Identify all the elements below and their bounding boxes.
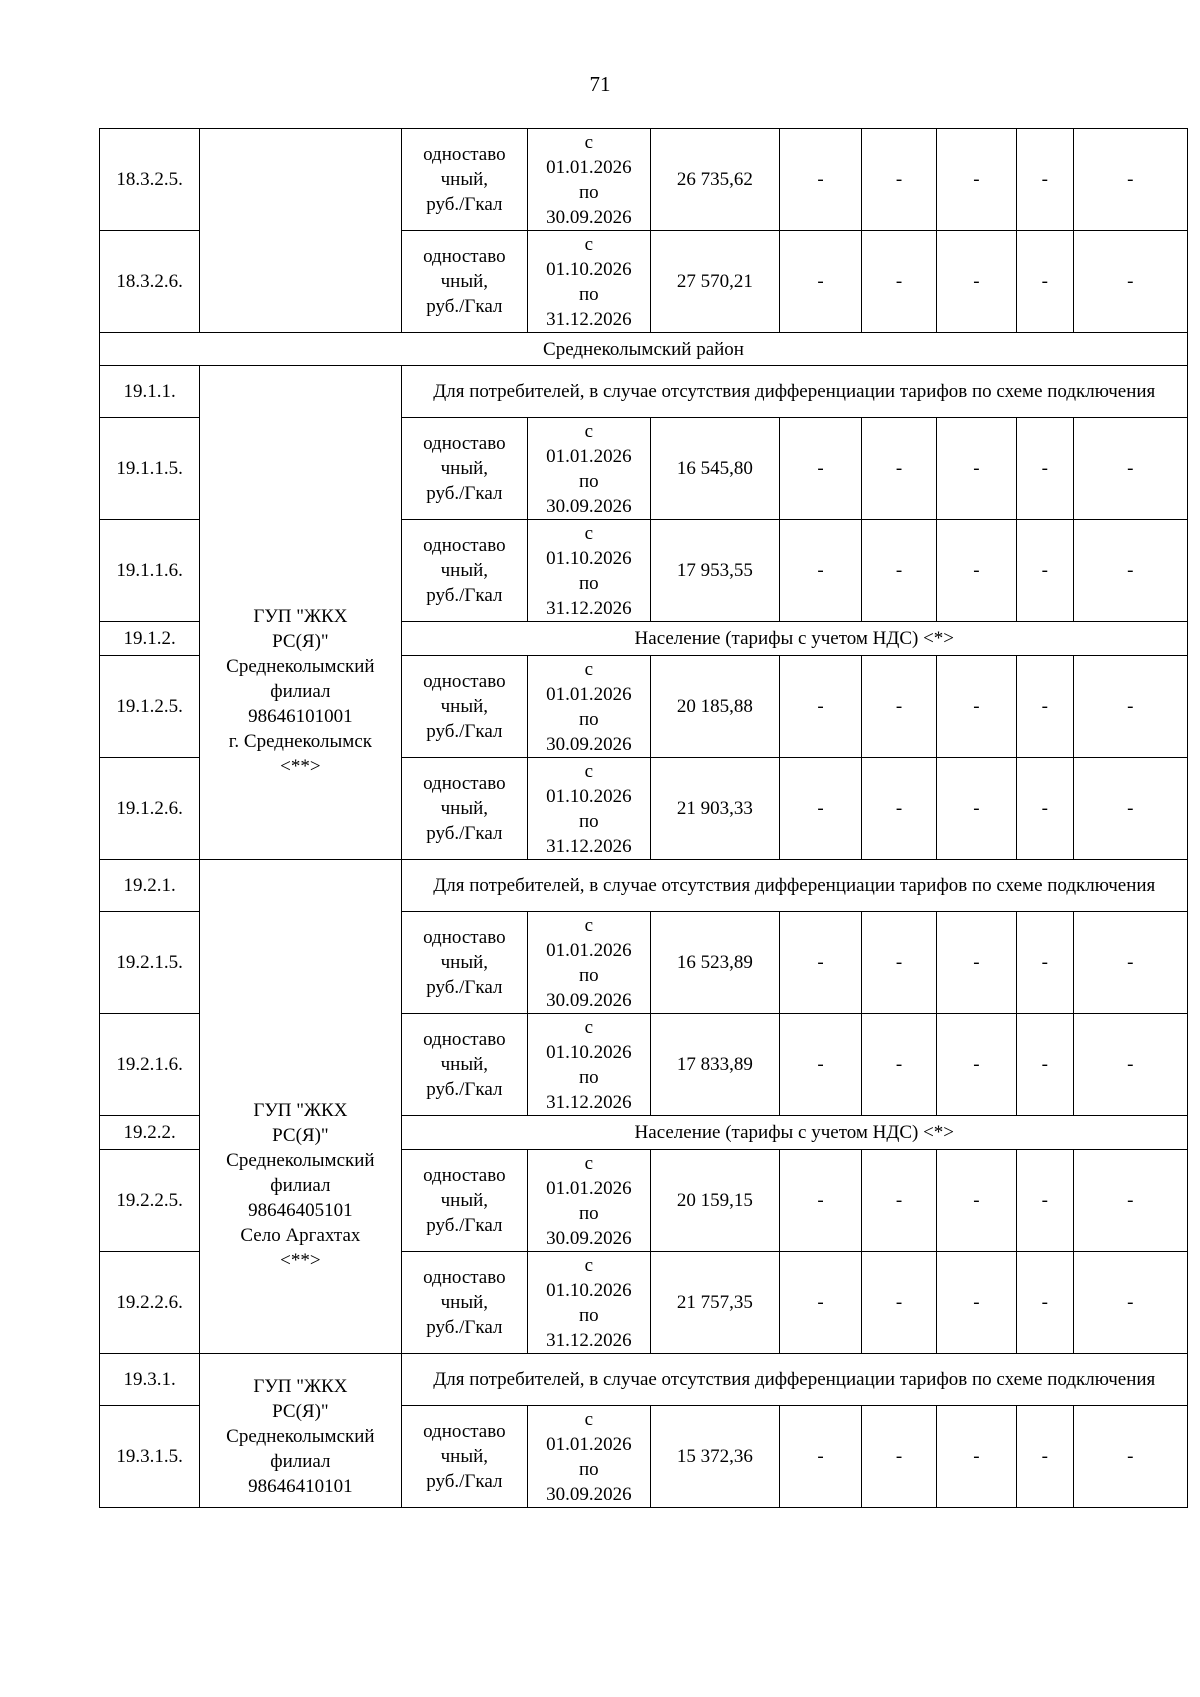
organization-cell [200, 129, 401, 333]
period: с 01.10.2026 по 31.12.2026 [528, 1014, 650, 1116]
organization-cell: ГУП "ЖКХ РС(Я)" Среднеколымский филиал 98646405101 Село Аргахтах <**> [200, 860, 401, 1354]
empty-value: - [862, 231, 937, 333]
tariff-type: одноставо чный, руб./Гкал [401, 129, 528, 231]
tariff-type: одноставо чный, руб./Гкал [401, 418, 528, 520]
empty-value: - [1016, 520, 1073, 622]
empty-value: - [1016, 1252, 1073, 1354]
row-code: 19.1.2.6. [100, 758, 200, 860]
empty-value: - [862, 520, 937, 622]
tariff-value: 16 545,80 [650, 418, 780, 520]
period: с 01.01.2026 по 30.09.2026 [528, 912, 650, 1014]
row-code: 19.2.1. [100, 860, 200, 912]
row-code: 18.3.2.6. [100, 231, 200, 333]
tariff-type: одноставо чный, руб./Гкал [401, 231, 528, 333]
row-code: 19.1.1.5. [100, 418, 200, 520]
tariff-value: 21 757,35 [650, 1252, 780, 1354]
tariff-value: 16 523,89 [650, 912, 780, 1014]
empty-value: - [780, 656, 862, 758]
organization-cell: ГУП "ЖКХ РС(Я)" Среднеколымский филиал 98646101001 г. Среднеколымск <**> [200, 366, 401, 860]
period: с 01.10.2026 по 31.12.2026 [528, 1252, 650, 1354]
empty-value: - [862, 129, 937, 231]
tariff-type: одноставо чный, руб./Гкал [401, 758, 528, 860]
row-code: 19.2.1.6. [100, 1014, 200, 1116]
empty-value: - [936, 418, 1016, 520]
section-row [100, 333, 1188, 366]
empty-value: - [1073, 912, 1187, 1014]
table-row [100, 1354, 1188, 1406]
empty-value: - [936, 656, 1016, 758]
consumers-heading: Для потребителей, в случае отсутствия дифференциации тарифов по схеме подключения [401, 1354, 1187, 1406]
empty-value: - [862, 418, 937, 520]
empty-value: - [780, 520, 862, 622]
empty-value: - [1073, 1014, 1187, 1116]
empty-value: - [1073, 758, 1187, 860]
empty-value: - [780, 758, 862, 860]
tariff-type: одноставо чный, руб./Гкал [401, 1014, 528, 1116]
row-code: 19.3.1. [100, 1354, 200, 1406]
tariff-value: 17 833,89 [650, 1014, 780, 1116]
period: с 01.01.2026 по 30.09.2026 [528, 1406, 650, 1508]
tariff-value: 20 185,88 [650, 656, 780, 758]
empty-value: - [936, 1406, 1016, 1508]
empty-value: - [1016, 418, 1073, 520]
empty-value: - [862, 912, 937, 1014]
empty-value: - [862, 656, 937, 758]
tariff-type: одноставо чный, руб./Гкал [401, 1252, 528, 1354]
tariff-value: 27 570,21 [650, 231, 780, 333]
empty-value: - [780, 1406, 862, 1508]
empty-value: - [936, 912, 1016, 1014]
empty-value: - [780, 418, 862, 520]
empty-value: - [936, 758, 1016, 860]
row-code: 19.3.1.5. [100, 1406, 200, 1508]
empty-value: - [780, 912, 862, 1014]
row-code: 19.2.1.5. [100, 912, 200, 1014]
period: с 01.01.2026 по 30.09.2026 [528, 418, 650, 520]
empty-value: - [1073, 1150, 1187, 1252]
empty-value: - [1073, 1406, 1187, 1508]
consumers-heading: Для потребителей, в случае отсутствия дифференциации тарифов по схеме подключения [401, 366, 1187, 418]
table-row [100, 366, 1188, 418]
page-number: 71 [589, 72, 611, 96]
empty-value: - [1073, 656, 1187, 758]
empty-value: - [862, 1252, 937, 1354]
tariff-type: одноставо чный, руб./Гкал [401, 520, 528, 622]
period: с 01.10.2026 по 31.12.2026 [528, 758, 650, 860]
tariff-value: 17 953,55 [650, 520, 780, 622]
empty-value: - [1016, 758, 1073, 860]
empty-value: - [1016, 656, 1073, 758]
empty-value: - [862, 1150, 937, 1252]
empty-value: - [936, 1014, 1016, 1116]
empty-value: - [862, 758, 937, 860]
row-code: 19.1.1.6. [100, 520, 200, 622]
empty-value: - [1016, 1150, 1073, 1252]
table-row [100, 860, 1188, 912]
district-heading: Среднеколымский район [100, 333, 1188, 366]
population-heading: Население (тарифы с учетом НДС) <*> [401, 1116, 1187, 1150]
empty-value: - [936, 1252, 1016, 1354]
empty-value: - [1073, 1252, 1187, 1354]
row-code: 19.1.2.5. [100, 656, 200, 758]
period: с 01.10.2026 по 31.12.2026 [528, 520, 650, 622]
row-code: 19.2.2. [100, 1116, 200, 1150]
period: с 01.01.2026 по 30.09.2026 [528, 129, 650, 231]
empty-value: - [862, 1406, 937, 1508]
tariff-value: 15 372,36 [650, 1406, 780, 1508]
empty-value: - [1073, 520, 1187, 622]
empty-value: - [1073, 129, 1187, 231]
empty-value: - [1016, 231, 1073, 333]
empty-value: - [936, 520, 1016, 622]
row-code: 19.2.2.6. [100, 1252, 200, 1354]
empty-value: - [780, 1150, 862, 1252]
empty-value: - [1016, 1406, 1073, 1508]
empty-value: - [780, 1252, 862, 1354]
empty-value: - [862, 1014, 937, 1116]
period: с 01.10.2026 по 31.12.2026 [528, 231, 650, 333]
population-heading: Население (тарифы с учетом НДС) <*> [401, 622, 1187, 656]
empty-value: - [936, 231, 1016, 333]
table-row [100, 129, 1188, 231]
organization-cell: ГУП "ЖКХ РС(Я)" Среднеколымский филиал 98646410101 [200, 1354, 401, 1508]
empty-value: - [1073, 418, 1187, 520]
empty-value: - [1016, 1014, 1073, 1116]
empty-value: - [1073, 231, 1187, 333]
row-code: 19.1.1. [100, 366, 200, 418]
tariff-type: одноставо чный, руб./Гкал [401, 1150, 528, 1252]
tariff-type: одноставо чный, руб./Гкал [401, 656, 528, 758]
empty-value: - [1016, 912, 1073, 1014]
period: с 01.01.2026 по 30.09.2026 [528, 656, 650, 758]
empty-value: - [936, 1150, 1016, 1252]
tariff-value: 20 159,15 [650, 1150, 780, 1252]
row-code: 19.1.2. [100, 622, 200, 656]
tariff-type: одноставо чный, руб./Гкал [401, 912, 528, 1014]
tariff-type: одноставо чный, руб./Гкал [401, 1406, 528, 1508]
empty-value: - [780, 231, 862, 333]
tariff-table [99, 128, 1188, 1508]
tariff-value: 21 903,33 [650, 758, 780, 860]
row-code: 18.3.2.5. [100, 129, 200, 231]
consumers-heading: Для потребителей, в случае отсутствия дифференциации тарифов по схеме подключения [401, 860, 1187, 912]
row-code: 19.2.2.5. [100, 1150, 200, 1252]
period: с 01.01.2026 по 30.09.2026 [528, 1150, 650, 1252]
empty-value: - [1016, 129, 1073, 231]
empty-value: - [780, 1014, 862, 1116]
empty-value: - [936, 129, 1016, 231]
tariff-value: 26 735,62 [650, 129, 780, 231]
empty-value: - [780, 129, 862, 231]
